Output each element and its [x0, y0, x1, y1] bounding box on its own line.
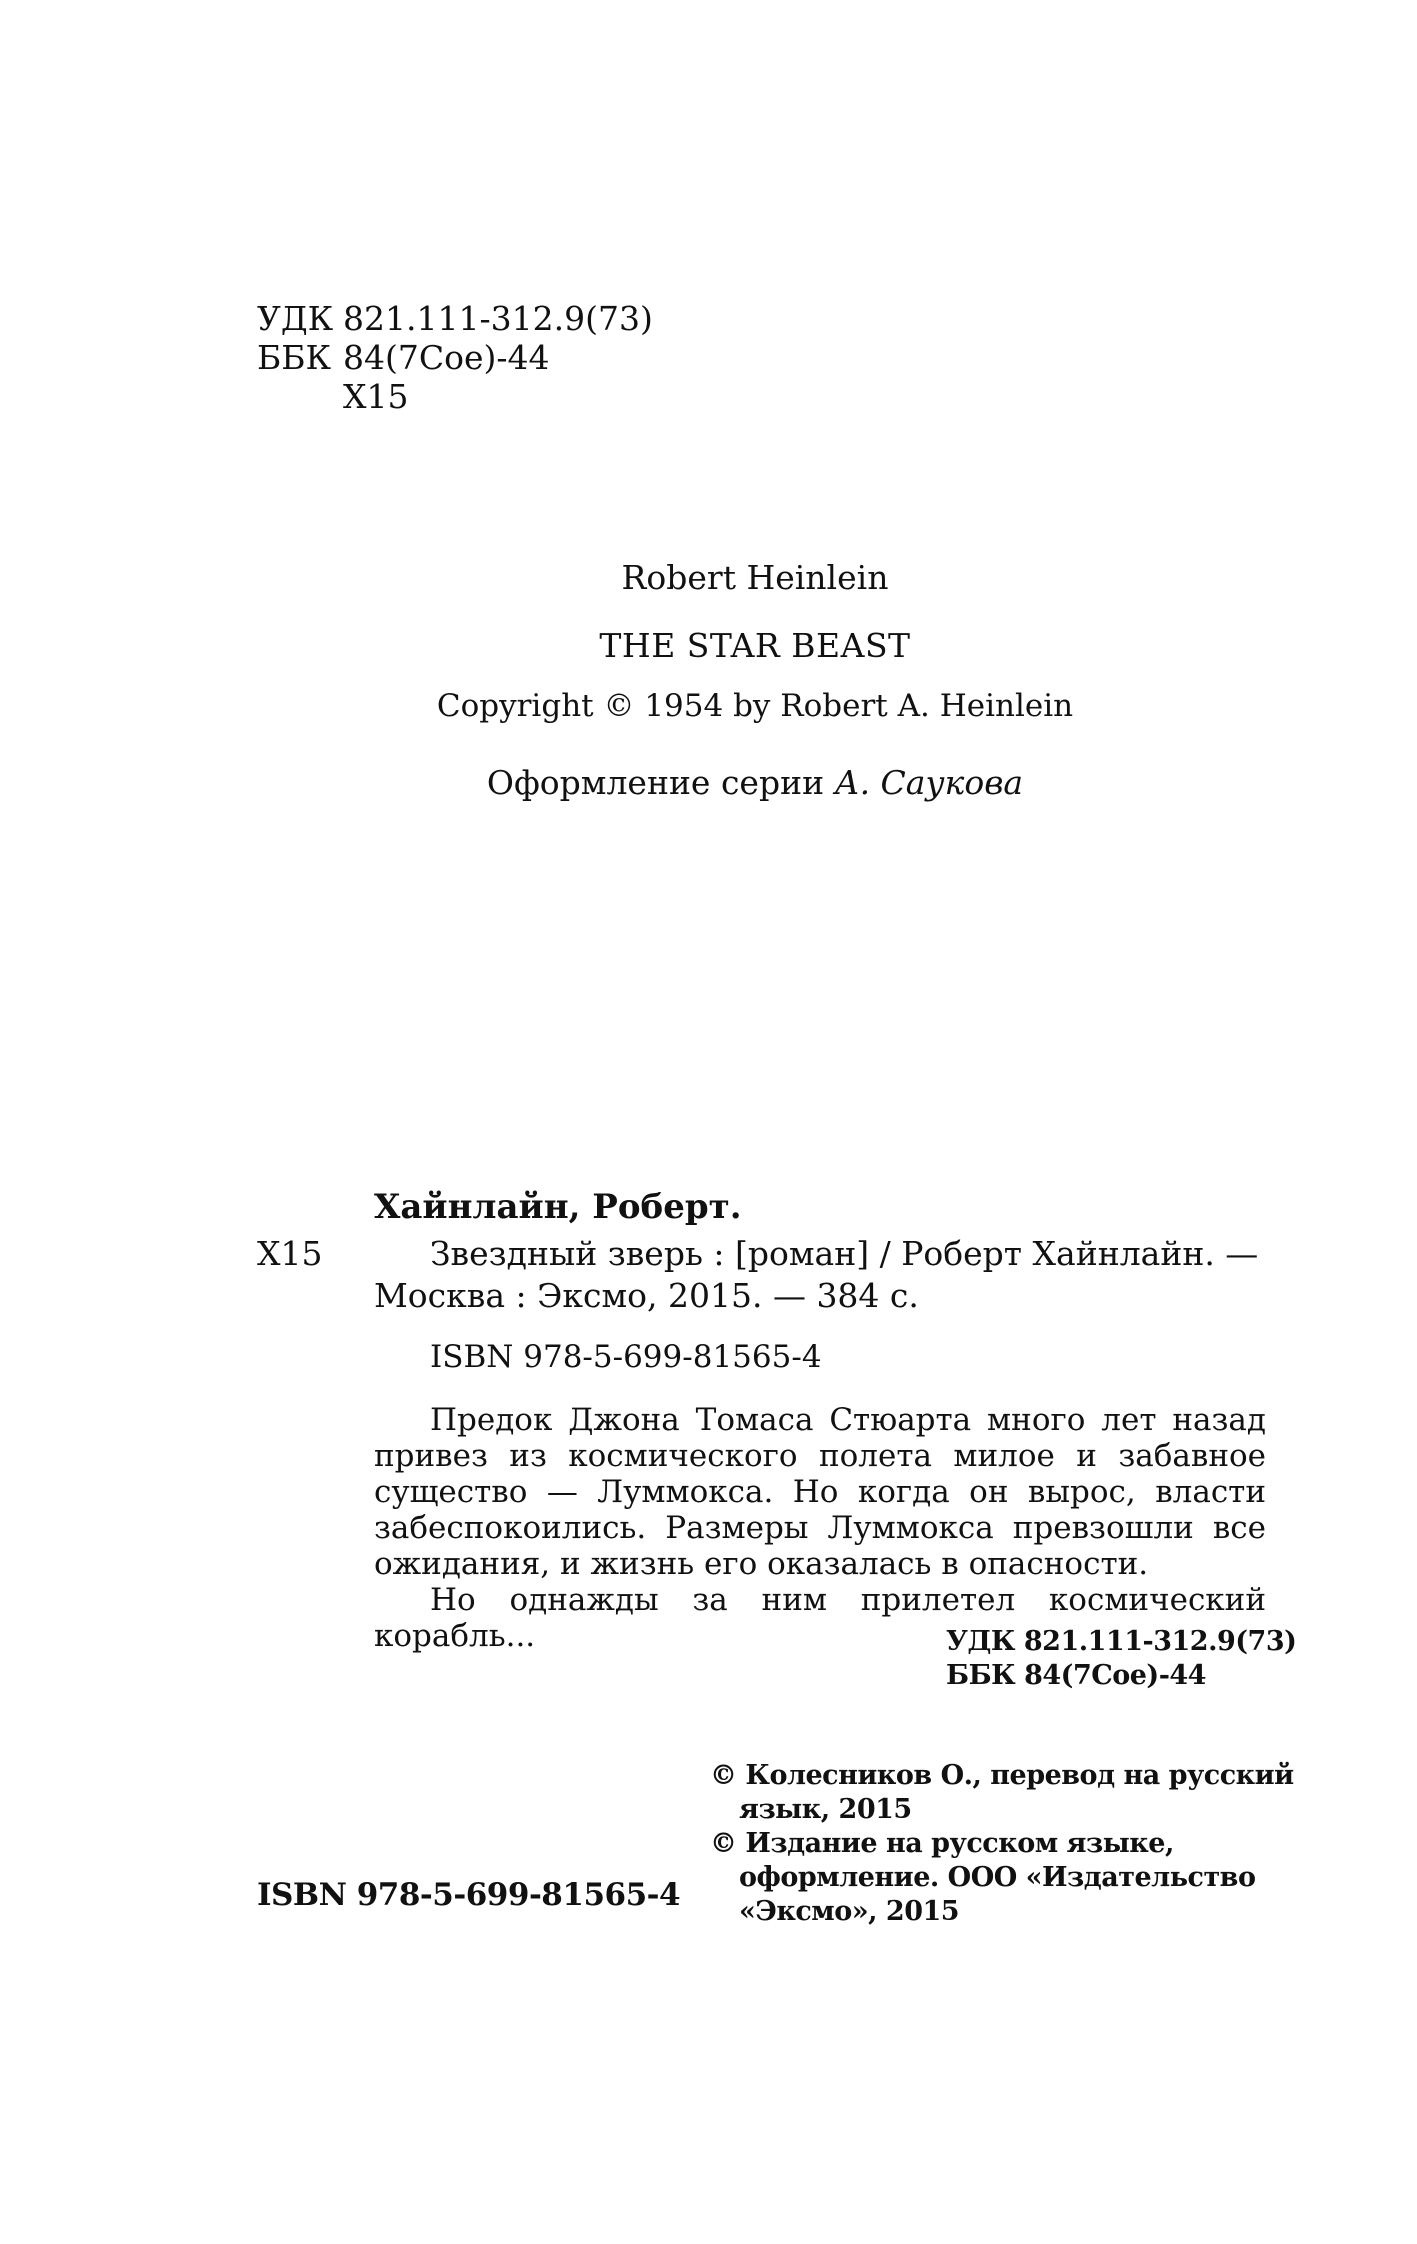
copyright-edition-line3: «Эксмо», 2015 — [739, 1896, 960, 1927]
series-design-name: А. Саукова — [834, 763, 1024, 802]
copyright-translation-line2: язык, 2015 — [739, 1794, 912, 1825]
record-abstract — [374, 1402, 1266, 1654]
copyright-edition-line2: оформление. ООО «Издательство — [739, 1862, 1256, 1893]
author-mark-top: Х15 — [343, 377, 409, 416]
record-author-mark: Х15 — [257, 1234, 323, 1273]
record-bbk-bold: ББК 84(7Сое)-44 — [946, 1660, 1206, 1691]
series-design-label: Оформление серии — [486, 763, 825, 802]
footer-isbn: ISBN 978-5-699-81565-4 — [257, 1877, 681, 1913]
record-description-line2: Москва : Эксмо, 2015. — 384 с. — [374, 1276, 919, 1315]
original-title: THE STAR BEAST — [599, 626, 911, 665]
record-description-line1: Звездный зверь : [роман] / Роберт Хайнлайн. — — [430, 1234, 1259, 1273]
original-author: Robert Heinlein — [621, 558, 889, 597]
record-udk-bold: УДК 821.111-312.9(73) — [946, 1626, 1297, 1657]
original-copyright: Copyright © 1954 by Robert A. Heinlein — [436, 688, 1074, 724]
copyright-translation-line1: © Колесников О., перевод на русский — [710, 1760, 1294, 1791]
record-author-heading: Хайнлайн, Роберт. — [374, 1187, 742, 1227]
udk-label: УДК — [257, 299, 334, 338]
bbk-label: ББК — [257, 338, 332, 377]
abstract-paragraph-1: Предок Джона Томаса Стюарта много лет назад привез из космического полета милое и забавное существо — Луммокса. Но когда он вырос, власти забеспокоились. Размеры Луммокса превзошли все ожидания, и жизнь его оказалась в опасности. — [374, 1402, 1266, 1582]
copyright-edition-line1: © Издание на русском языке, — [710, 1828, 1174, 1859]
series-design — [0, 763, 1417, 802]
udk-value: 821.111-312.9(73) — [343, 299, 653, 338]
record-isbn: ISBN 978-5-699-81565-4 — [430, 1339, 822, 1375]
bbk-value: 84(7Сое)-44 — [343, 338, 550, 377]
abstract-paragraph-2: Но однажды за ним прилетел космический корабль... — [374, 1582, 1266, 1654]
